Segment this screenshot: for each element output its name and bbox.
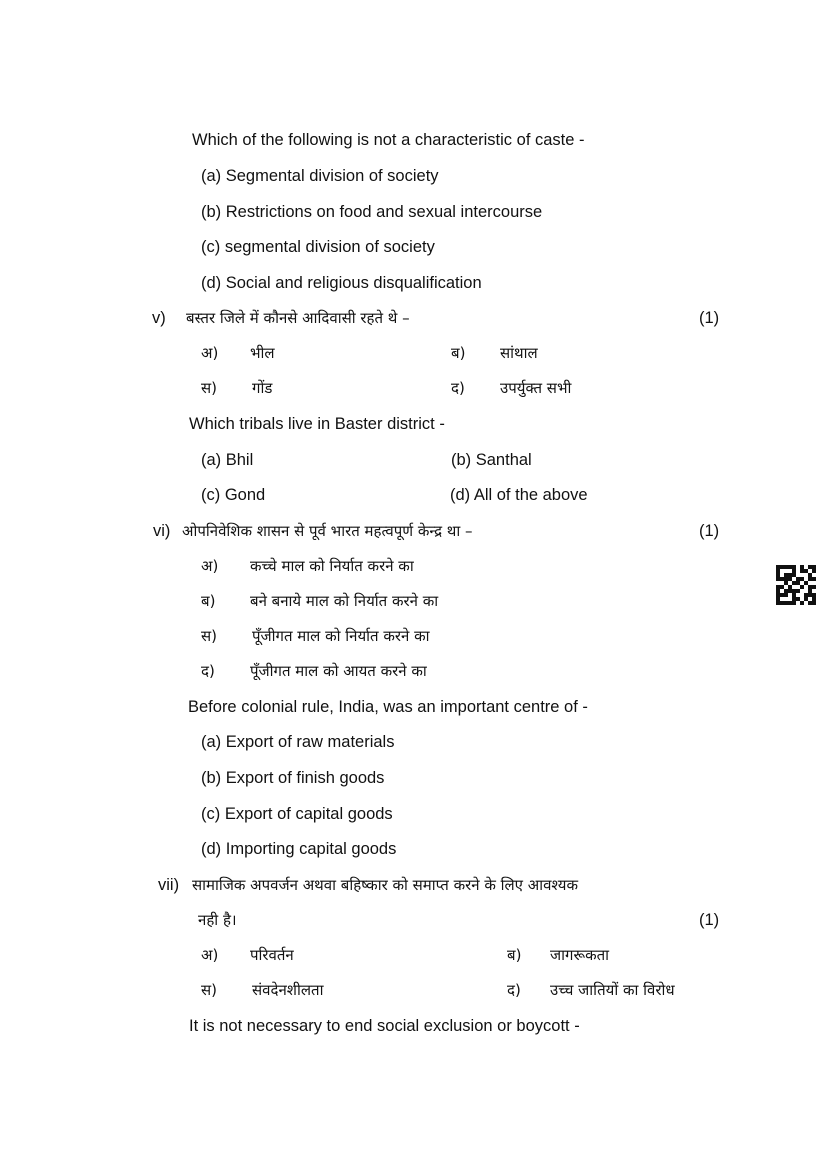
option-text: गोंड [252,379,273,397]
option-text: परिवर्तन [250,946,294,964]
question-vii-hindi-line1: सामाजिक अपवर्जन अथवा बहिष्कार को समाप्त करने के लिए आवश्यक [192,876,579,894]
option-text: भील [250,344,275,362]
question-vii-english: It is not necessary to end social exclusion or boycott - [189,1017,580,1035]
question-v-hindi: बस्तर जिले में कौनसे आदिवासी रहते थे – [186,309,410,327]
option-b: (b) Restrictions on food and sexual intercourse [201,203,543,221]
option-text: उपर्युक्त सभी [500,379,572,397]
option-text: बने बनाये माल को निर्यात करने का [250,592,439,610]
option-label: द) [201,662,215,680]
option-label: ब) [451,344,466,362]
option-d: (d) All of the above [450,486,588,504]
marks: (1) [699,911,720,929]
question-vii-hindi-line2: नही है। [198,911,237,929]
question-vi-hindi: ओपनिवेशिक शासन से पूर्व भारत महत्वपूर्ण केन्द्र था – [182,522,473,540]
option-text: पूँजीगत माल को निर्यात करने का [252,627,430,645]
option-label: अ) [201,344,219,362]
option-b: (b) Export of finish goods [201,769,385,787]
option-d: (d) Importing capital goods [201,840,397,858]
option-b: (b) Santhal [451,451,532,469]
qr-code-icon [776,565,816,605]
option-text: जागरूकता [550,946,610,964]
option-label: अ) [201,557,219,575]
marks: (1) [699,522,720,540]
option-c: (c) Export of capital goods [201,805,393,823]
option-text: उच्च जातियों का विरोध [550,981,675,999]
option-c: (c) segmental division of society [201,238,435,256]
option-text: पूँजीगत माल को आयत करने का [250,662,427,680]
option-label: द) [451,379,465,397]
question-iv-english: Which of the following is not a characteristic of caste - [192,131,585,149]
option-text: कच्चे माल को निर्यात करने का [250,557,414,575]
question-number: v) [152,309,166,327]
option-label: स) [201,379,217,397]
option-text: सांथाल [500,344,538,362]
question-number: vii) [158,876,180,894]
question-vi-english: Before colonial rule, India, was an important centre of - [188,698,588,716]
marks: (1) [699,309,720,327]
option-label: द) [507,981,521,999]
option-c: (c) Gond [201,486,266,504]
question-number: vi) [153,522,171,540]
option-a: (a) Bhil [201,451,254,469]
option-a: (a) Segmental division of society [201,167,439,185]
option-label: ब) [507,946,522,964]
question-v-english: Which tribals live in Baster district - [189,415,445,433]
option-label: स) [201,981,217,999]
option-label: स) [201,627,217,645]
option-a: (a) Export of raw materials [201,733,395,751]
option-d: (d) Social and religious disqualification [201,274,482,292]
option-label: ब) [201,592,216,610]
option-text: संवदेनशीलता [252,981,324,999]
option-label: अ) [201,946,219,964]
